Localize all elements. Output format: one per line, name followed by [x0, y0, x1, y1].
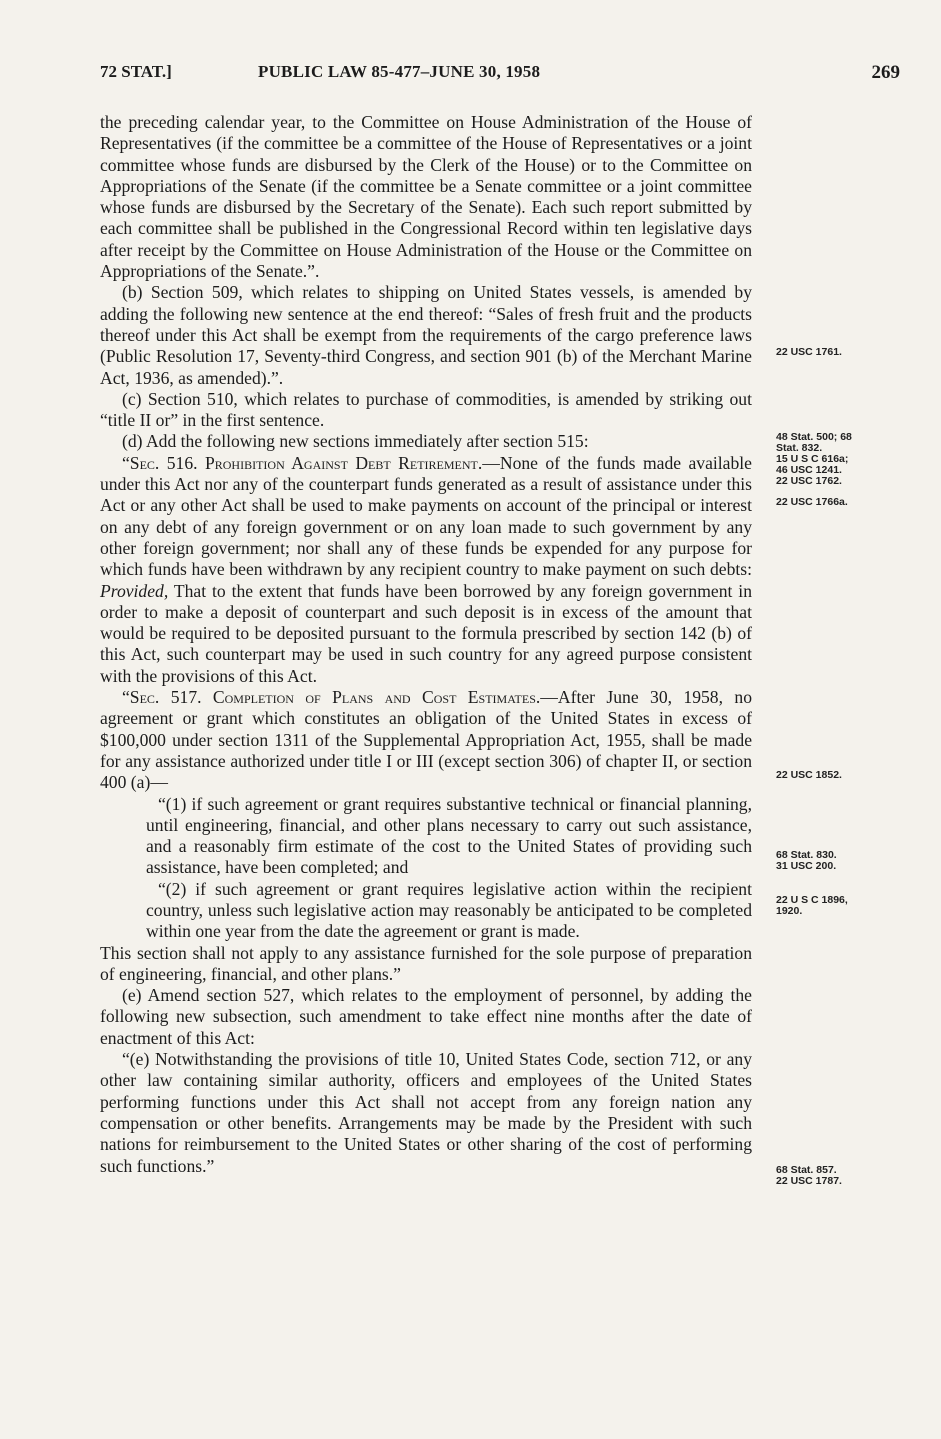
proviso-word: Provided, [100, 580, 169, 601]
section-517 [100, 687, 752, 793]
margin-note-1 [776, 347, 926, 358]
margin-note-6 [776, 895, 926, 917]
running-title: PUBLIC LAW 85-477–JUNE 30, 1958 [258, 62, 541, 81]
paragraph-continuation: the preceding calendar year, to the Committee on House Administration of the House of Representatives (if the committee be a committee of the House of Representatives or a joint committee whose funds are disbursed by the Clerk of the House) or to the Committee on Appropriations of the Senate (if the committee be a Senate committee or a joint committee whose funds are disbursed by the Secretary of the Senate). Each such report submitted by each committee shall be published in the Congressional Record within ten legislative days after receipt by the Committee on House Administration of the House or the Committee on Appropriations of the Senate.”. [100, 112, 752, 282]
citation: 22 USC 1766a. [776, 496, 848, 508]
margin-note-4 [776, 770, 926, 781]
citation: 48 Stat. 500; 68 [776, 431, 852, 443]
section-517-body: —After June 30, 1958, no agreement or grant which constitutes an obligation of the United States in excess of $100,000 under section 1311 of the Supplemental Appropriation Act, 1955, shall be made for any assistance authorized under title I or III (except section 306) of chapter II, or section 400 (a)— [100, 687, 752, 793]
citation: 22 USC 1852. [776, 769, 842, 781]
margin-note-7 [776, 1165, 926, 1187]
clause-1: “(1) if such agreement or grant requires substantive technical or financial planning, until engineering, financial, and other plans necessary to carry out such assistance, and a reasonably firm estimate of the cost to the United States of providing such assistance, have been completed; and [146, 793, 752, 878]
subsection-e: “(e) Notwithstanding the provisions of title 10, United States Code, section 712, or any other law containing similar authority, officers and employees of the United States performing functions under this Act shall not accept from any foreign nation any compensation or other benefits. Arrangements may be made by the President with such nations for reimbursement to the United States or other sharing of the cost of performing such functions.” [100, 1049, 752, 1176]
section-517-exception: This section shall not apply to any assistance furnished for the sole purpose of preparation of engineering, financial, and other plans.” [100, 942, 752, 984]
main-text [100, 112, 752, 1177]
page-header [100, 62, 900, 88]
section-516-heading: “Sec. 516. Prohibition Against Debt Retirement. [122, 452, 483, 473]
paragraph-d: (d) Add the following new sections immediately after section 515: [122, 431, 589, 452]
margin-note-5 [776, 850, 926, 872]
section-516 [100, 453, 752, 687]
citation: 15 U S C 616a; [776, 453, 849, 465]
paragraph-b: (b) Section 509, which relates to shipping on United States vessels, is amended by adding the following new sentence at the end thereof: “Sales of fresh fruit and the products thereof under this Act shall be exempt from the requirements of the cargo preference laws (Public Resolution 17, Seventy-third Congress, and section 901 (b) of the Merchant Marine Act, 1936, as amended).”. [100, 282, 752, 388]
section-516-body: —None of the funds made available under this Act nor any of the counterpart funds generated as a result of assistance under this Act or any other Act shall be used to make payments on account of the principal or interest on any debt of any foreign government or on any loan made to such government by any other foreign government; nor shall any of these funds be expended for any purpose for which funds have been withdrawn by any recipient country to make payment on such debts: [100, 452, 752, 580]
citation: 68 Stat. 830. [776, 849, 837, 861]
citation: 68 Stat. 857. [776, 1164, 837, 1176]
citation: 22 USC 1761. [776, 346, 842, 358]
citation: 22 U S C 1896, [776, 894, 848, 906]
section-516-proviso: That to the extent that funds have been borrowed by any foreign government in order to make a deposit of counterpart and such deposit is in excess of the amount that would be required to be deposited pursuant to the formula prescribed by section 142 (b) of this Act, such counterpart may be used in such country for any agreed purpose consistent with the provisions of this Act. [100, 580, 752, 686]
paragraph-c: (c) Section 510, which relates to purchase of commodities, is amended by striking out “title II or” in the first sentence. [100, 388, 752, 431]
citation: 22 USC 1762. [776, 475, 842, 487]
citation: 22 USC 1787. [776, 1175, 842, 1187]
citation: 1920. [776, 905, 803, 917]
citation: 46 USC 1241. [776, 464, 842, 476]
page-number: 269 [871, 62, 900, 83]
paragraph-e: (e) Amend section 527, which relates to the employment of personnel, by adding the following new subsection, such amendment to take effect nine months after the date of enactment of this Act: [100, 985, 752, 1048]
statute-volume: 72 STAT.] [100, 62, 172, 81]
margin-note-2 [776, 432, 926, 487]
citation: Stat. 832. [776, 442, 823, 454]
clause-2: “(2) if such agreement or grant requires legislative action within the recipient country, unless such legislative action may reasonably be anticipated to be completed within one year from the date the agreement or grant is made. [146, 878, 752, 942]
citation: 31 USC 200. [776, 860, 837, 872]
margin-note-3 [776, 497, 926, 508]
section-517-heading: “Sec. 517. Completion of Plans and Cost Estimates. [122, 687, 541, 708]
